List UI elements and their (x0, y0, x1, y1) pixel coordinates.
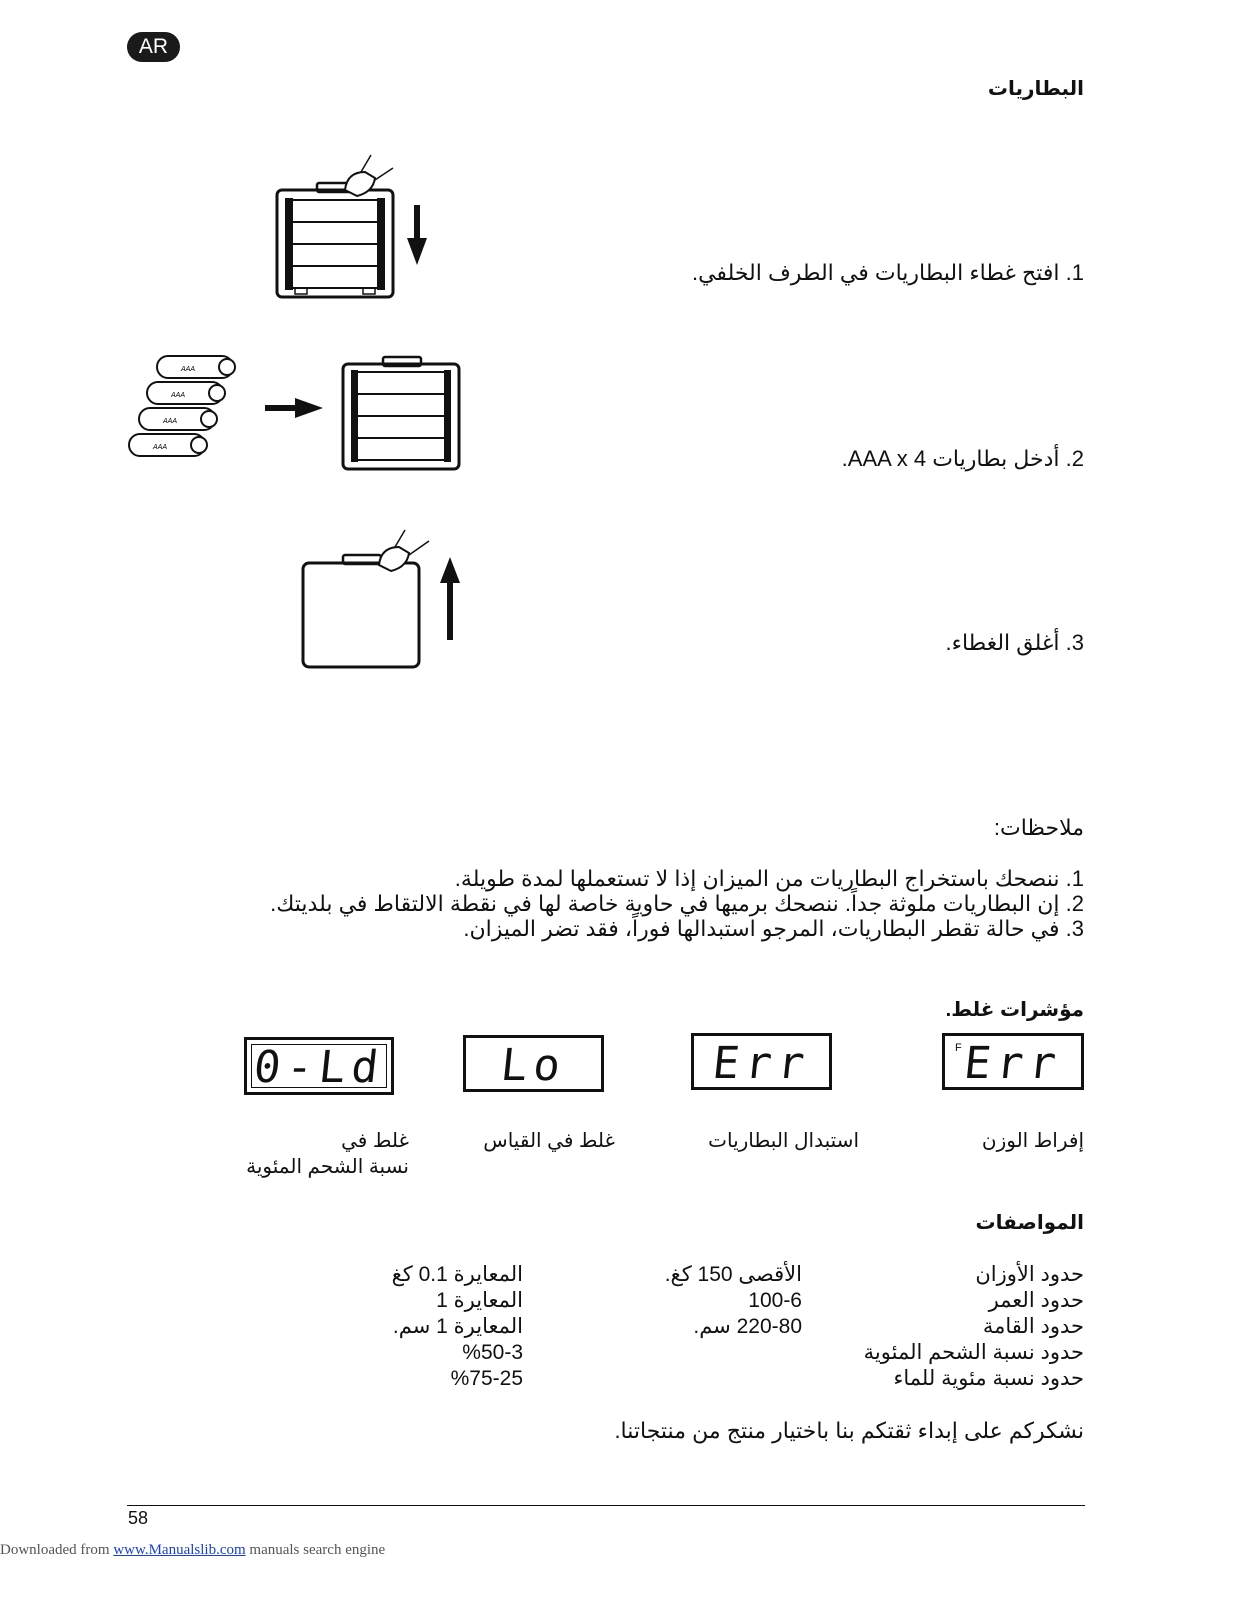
footer-suffix: manuals search engine (249, 1542, 386, 1558)
error-label-measure: غلط في القياس (483, 1130, 615, 1152)
lcd-display-battery-error (691, 1033, 832, 1090)
battery-step-1: 1. افتح غطاء البطاريات في الطرف الخلفي. (691, 260, 1084, 285)
battery-aaa-label: AAA (171, 392, 186, 399)
lcd-prefix: F (955, 1042, 962, 1054)
spec-range: 220-80 سم. (693, 1315, 802, 1338)
specs-range-column (602, 1262, 802, 1340)
note-item: 1. ننصحك باستخراج البطاريات من الميزان إذا لا تستعملها لمدة طويلة. (454, 866, 1084, 891)
footer-divider (127, 1505, 1085, 1506)
error-label-battery: استبدال البطاريات (708, 1130, 859, 1152)
battery-step-3: 3. أغلق الغطاء. (945, 630, 1084, 655)
battery-aaa-label: AAA (153, 444, 168, 451)
error-label-overload: إفراط الوزن (981, 1130, 1084, 1152)
lcd-code: Lo (498, 1040, 569, 1091)
footer-prefix: Downloaded from (0, 1542, 110, 1558)
thanks-text: نشكركم على إبداء ثقتكم بنا باختيار منتج من منتجاتنا. (614, 1418, 1084, 1443)
error-label-fat: غلط في نسبة الشحم المئوية (246, 1130, 409, 1178)
lcd-display-fat-error (244, 1037, 394, 1095)
batteries-heading: البطاريات (987, 78, 1084, 100)
page-number: 58 (128, 1508, 149, 1528)
spec-calibration: المعايرة 1 (436, 1289, 523, 1312)
insert-batteries-illustration (125, 350, 465, 475)
spec-calibration: المعايرة 1 سم. (392, 1315, 523, 1338)
specs-names-column (824, 1262, 1084, 1392)
lcd-code: Err (710, 1038, 813, 1089)
lcd-display-overload-error (942, 1033, 1084, 1090)
spec-calibration: المعايرة 0.1 كغ (391, 1263, 523, 1286)
spec-calibration: %75-25 (450, 1367, 523, 1390)
spec-name: حدود القامة (982, 1315, 1084, 1338)
open-cover-illustration (265, 150, 445, 305)
spec-name: حدود نسبة الشحم المئوية (863, 1341, 1084, 1364)
download-footer (0, 1542, 385, 1559)
errors-heading: مؤشرات غلط. (945, 999, 1084, 1021)
spec-calibration: %50-3 (462, 1341, 523, 1364)
spec-name: حدود العمر (988, 1289, 1084, 1312)
lcd-code: 0-Ld (251, 1042, 387, 1093)
note-item: 2. إن البطاريات ملوثة جداً. ننصحك برميها في حاوية خاصة لها في نقطة الالتقاط في بلديتك. (270, 891, 1084, 916)
language-badge: AR (127, 32, 180, 62)
notes-heading: ملاحظات: (993, 815, 1084, 840)
specs-heading: المواصفات (975, 1212, 1084, 1234)
battery-aaa-label: AAA (163, 418, 178, 425)
spec-name: حدود الأوزان (975, 1263, 1084, 1286)
battery-step-2: 2. أدخل بطاريات 4 AAA x. (841, 446, 1084, 471)
note-item: 3. في حالة تقطر البطاريات، المرجو استبدالها فوراً، فقد تضر الميزان. (463, 916, 1084, 941)
lcd-display-measure-error (463, 1035, 604, 1092)
specs-calibration-column (323, 1262, 523, 1392)
spec-range: 100-6 (748, 1289, 802, 1312)
battery-aaa-label: AAA (181, 366, 196, 373)
notes-list (184, 866, 1084, 941)
spec-name: حدود نسبة مئوية للماء (893, 1367, 1084, 1390)
lcd-code: Err (961, 1038, 1065, 1089)
manualslib-link[interactable]: www.Manualslib.com (113, 1542, 246, 1558)
close-cover-illustration (295, 525, 475, 675)
spec-range: الأقصى 150 كغ. (664, 1263, 802, 1286)
